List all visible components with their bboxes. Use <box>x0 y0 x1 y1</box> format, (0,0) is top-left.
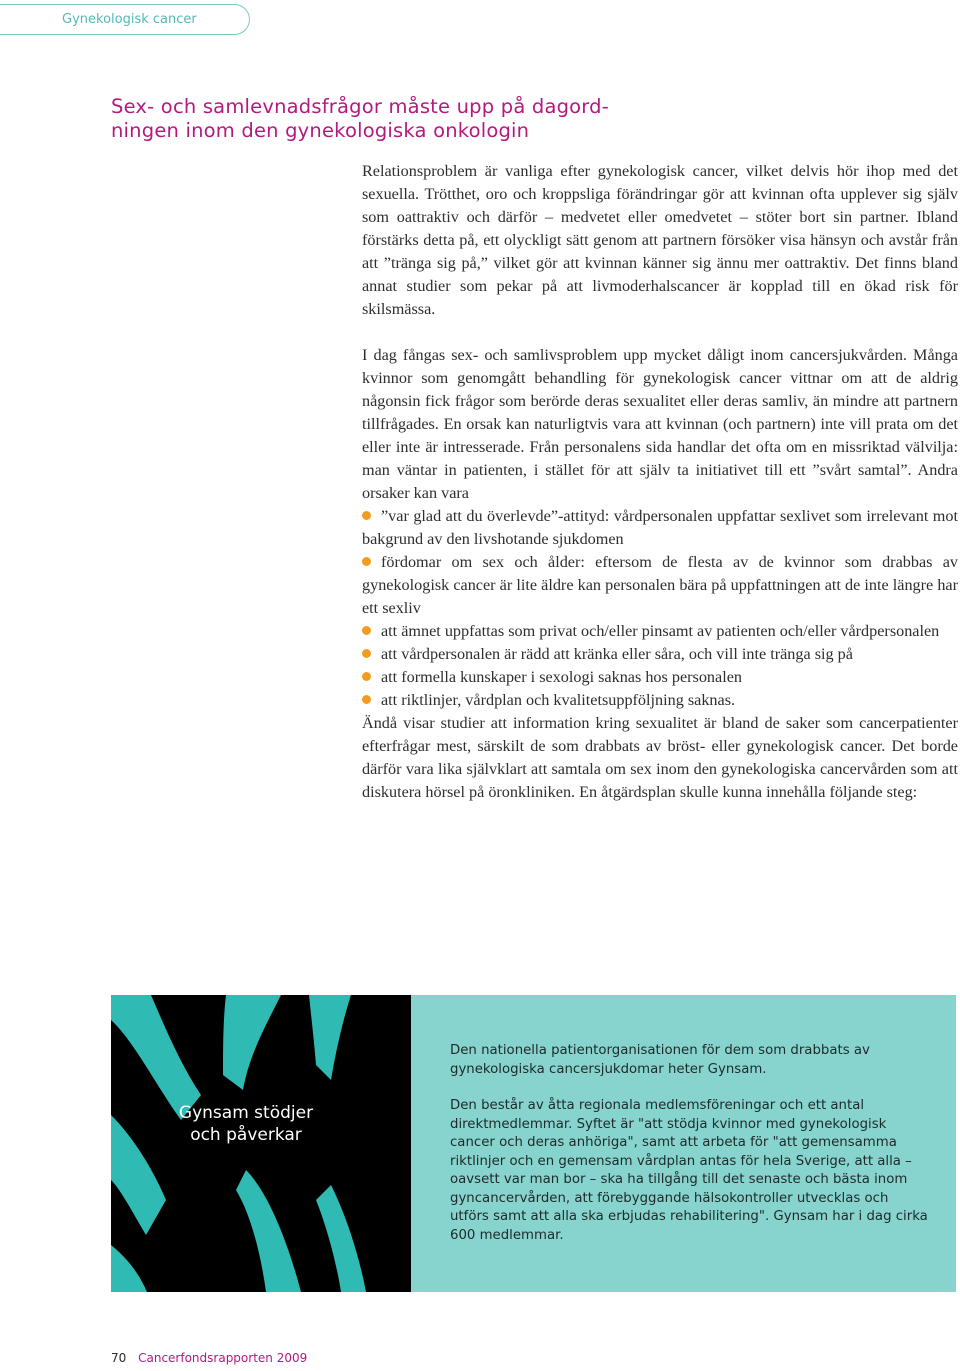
list-item <box>362 689 958 712</box>
bullet-icon <box>362 626 371 635</box>
feature-text <box>450 1042 928 1245</box>
bullet-icon <box>362 557 371 566</box>
feature-paragraph: Den nationella patientorganisationen för dem som drabbats av gynekologiska cancersjukdomar heter Gynsam. <box>450 1043 870 1077</box>
feature-title-line-2: och påverkar <box>190 1125 302 1145</box>
paragraph <box>362 344 958 505</box>
list-item-text: att ämnet uppfattas som privat och/eller pinsamt av patienten och/eller vårdpersonalen <box>381 622 940 640</box>
paragraph: Relationsproblem är vanliga efter gynekologisk cancer, vilket delvis hör ihop med det sexuella. Trötthet, oro och kroppsliga förändringar gör att kvinnan ofta upplever sig själv som oattraktiv och därför – medvetet eller omedvetet – stöter bort sin partner. Ibland förstärks detta på, ett olyckligt sätt genom att partnern försöker visa hänsyn och avstår från att ”tränga sig på,” vilket gör att kvinnan känner sig ännu mer oattraktiv. Det finns bland annat studier som pekar på att livmoderhalscancer är kopplad till en ökad risk för skilsmässa. <box>362 162 958 318</box>
article-body <box>362 160 958 804</box>
list-item-text: att vårdpersonalen är rädd att kränka eller såra, och vill inte tränga sig på <box>381 645 853 663</box>
article-heading <box>111 95 671 143</box>
list-item-text: att formella kunskaper i sexologi saknas hos personalen <box>381 668 742 686</box>
paragraph: Ändå visar studier att information kring sexualitet är bland de saker som cancerpatienter efterfrågar mest, särskilt de som drabbats av bröst- eller gynekologisk cancer. Det borde därför vara lika självklart att samtala om sex inom den gynekologiska cancervården som att diskutera hörsel på öronkliniken. En åtgärdsplan skulle kunna innehålla följande steg: <box>362 714 958 801</box>
list-item <box>362 551 958 620</box>
bullet-icon <box>362 672 371 681</box>
feature-title-line-1: Gynsam stödjer <box>178 1103 314 1123</box>
list-item <box>362 505 958 551</box>
heading-line-1: Sex- och samlevnadsfrågor måste upp på dagord- <box>111 95 609 118</box>
paragraph-text: I dag fångas sex- och samlivsproblem upp mycket dåligt inom cancersjukvården. Många kvinnor som genomgått behandling för gynekologisk cancer vittnar om att de aldrig någonsin fick frågor som berörde deras sexualitet eller deras samliv, än mindre att partnern tillfrågades. En orsak kan naturligtvis vara att kvinnan (och partnern) inte vill prata om det eller inte är intresserade. Från personalens sida handlar det ofta om en missriktad välvilja: man väntar in patienten, i stället för att själv ta initiativet till ett ”svårt samtal”. Andra orsaker kan vara <box>362 346 958 502</box>
page-number: 70 <box>111 1351 127 1365</box>
feature-title <box>111 1102 381 1146</box>
list-item-text: ”var glad att du överlevde”-attityd: vårdpersonalen uppfattar sexlivet som irrelevant mot bakgrund av den livshotande sjukdomen <box>362 507 958 548</box>
bullet-icon <box>362 511 371 520</box>
section-tab <box>0 4 250 35</box>
bullet-icon <box>362 649 371 658</box>
hands-photo <box>111 995 411 1292</box>
list-item <box>362 666 958 689</box>
feature-box <box>111 995 956 1292</box>
feature-paragraph: Den består av åtta regionala medlemsföreningar och ett antal direktmedlemmar. Syftet är "att stödja kvinnor med gynekologisk cancer och deras anhöriga", samt att arbeta för "att gemensamma riktlinjer och en gemensam vårdplan antas för hela Sverige, att alla – oavsett var man bor – ska ha tillgång till det senaste och bästa inom gyncancervården, att förebyggande hälsokontroller utvecklas och utförs samt att alla ska erbjudas rehabilitering". Gynsam har i dag cirka 600 medlemmar. <box>450 1098 928 1243</box>
page-footer <box>111 1351 307 1365</box>
section-label: Gynekologisk cancer <box>62 12 197 27</box>
list-item <box>362 643 958 666</box>
list-item <box>362 620 958 643</box>
reasons-list <box>362 505 958 712</box>
list-item-text: att riktlinjer, vårdplan och kvalitetsuppföljning saknas. <box>381 691 736 709</box>
publication-name: Cancerfondsrapporten 2009 <box>138 1351 308 1365</box>
bullet-icon <box>362 695 371 704</box>
list-item-text: fördomar om sex och ålder: eftersom de flesta av de kvinnor som drabbas av gynekologisk cancer är lite äldre kan personalen bära på uppfattningen att de inte längre har ett sexliv <box>362 553 958 617</box>
heading-line-2: ningen inom den gynekologiska onkologin <box>111 119 530 142</box>
